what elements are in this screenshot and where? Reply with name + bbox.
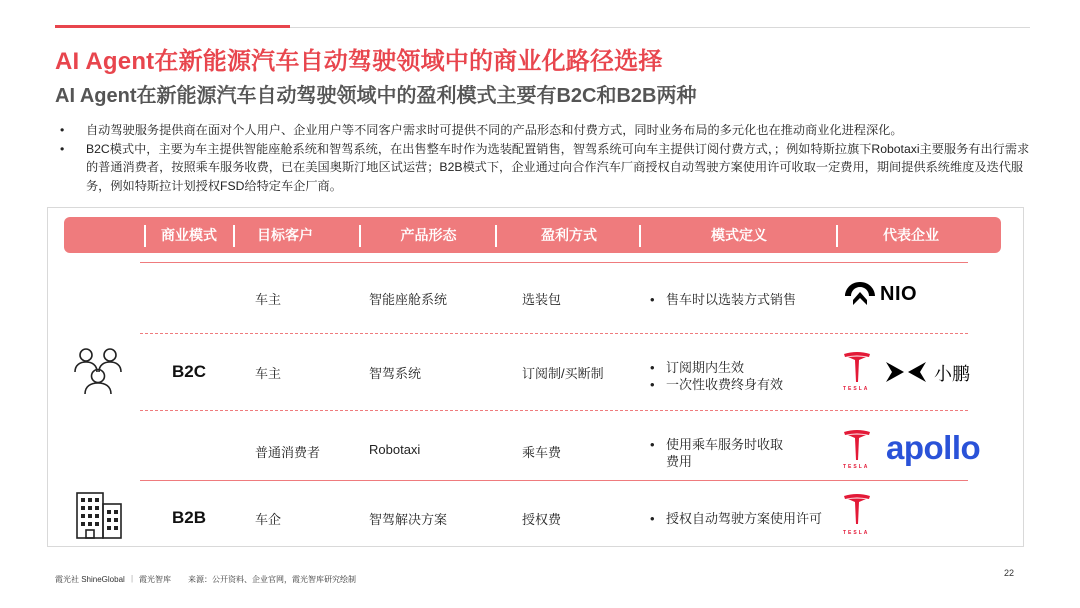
row1-product: 智能座舱系统	[369, 292, 448, 307]
row1-profit: 选装包	[522, 292, 562, 307]
row-divider	[140, 480, 968, 481]
row3-profit: 乘车费	[522, 445, 562, 460]
row-divider	[140, 262, 968, 263]
row4-product: 智驾解决方案	[369, 512, 448, 527]
row3-customer: 普通消费者	[255, 445, 321, 460]
tesla-logo-icon	[843, 352, 871, 389]
office-building-icon	[74, 490, 124, 545]
row3-product: Robotaxi	[369, 442, 421, 457]
definition-item: • 售车时以选装方式销售	[650, 291, 830, 308]
header-profit: 盈利方式	[541, 227, 597, 243]
row-divider	[140, 333, 968, 334]
model-b2c: B2C	[172, 362, 207, 381]
row4-definition	[650, 510, 840, 527]
row2-definition	[650, 359, 830, 393]
apollo-logo-text: apollo	[886, 429, 981, 466]
top-accent-bar	[55, 25, 290, 28]
header-company: 代表企业	[883, 227, 939, 243]
row4-profit: 授权费	[522, 512, 562, 527]
definition-item: • 订阅期内生效	[650, 359, 830, 376]
row2-product: 智驾系统	[369, 366, 422, 381]
header-definition: 模式定义	[711, 227, 767, 243]
tesla-logo-icon	[843, 430, 871, 467]
users-group-icon	[72, 346, 124, 401]
definition-item: • 授权自动驾驶方案使用许可	[650, 510, 840, 527]
header-model: 商业模式	[161, 227, 217, 243]
tesla-wordmark: TESLA	[843, 464, 870, 470]
nio-logo-icon	[844, 280, 876, 311]
xpeng-logo-text: 小鹏	[934, 364, 970, 384]
row2-customer: 车主	[255, 366, 282, 381]
row3-definition	[650, 436, 790, 470]
nio-logo-text: NIO	[880, 283, 918, 305]
page-subtitle: AI Agent在新能源汽车自动驾驶领域中的盈利模式主要有B2C和B2B两种	[55, 85, 697, 107]
intro-bullet: • B2C模式中，主要为车主提供智能座舱系统和智驾系统，在出售整车时作为选装配置销售，智驾系统可向车主提供订阅付费方式，；例如特斯拉旗下Robotaxi主要服务有出行需求的普通消费者，按照乘车服务收费，已在美国奥斯汀地区试运营；B2B模式下，企业通过向合作汽车厂商授权自动驾驶方案使用许可收取一定费用，期间提供系统维度及迭代服务，例如特斯拉计划授权FSD给特定车企厂商。	[60, 140, 1035, 196]
definition-item: • 使用乘车服务时收取费用	[650, 436, 790, 470]
tesla-logo-icon	[843, 494, 871, 531]
table-header	[64, 217, 1001, 253]
footer-brand: 霞光社 ShineGlobal	[55, 575, 125, 584]
page-title: AI Agent在新能源汽车自动驾驶领域中的商业化路径选择	[55, 48, 663, 75]
header-customer: 目标客户	[257, 227, 313, 243]
row4-customer: 车企	[255, 512, 282, 527]
xpeng-logo-icon	[886, 361, 926, 388]
footer-divider: |	[131, 574, 134, 583]
footer-think-tank: 霞光智库	[139, 575, 171, 584]
intro-bullet: • 自动驾驶服务提供商在面对个人用户、企业用户等不同客户需求时可提供不同的产品形态和付费方式，同时业务布局的多元化也在推动商业化进程深化。	[60, 121, 1035, 140]
intro-bullets	[60, 121, 1035, 195]
row1-definition	[650, 291, 830, 308]
tesla-wordmark: TESLA	[843, 530, 870, 536]
row-divider	[140, 410, 968, 411]
header-product: 产品形态	[400, 227, 457, 243]
model-b2b: B2B	[172, 508, 207, 527]
footer-source: 来源：公开资料、企业官网，霞光智库研究绘制	[188, 575, 356, 584]
tesla-wordmark: TESLA	[843, 386, 870, 392]
page-number: 22	[1004, 568, 1015, 578]
definition-item: • 一次性收费终身有效	[650, 376, 830, 393]
row1-customer: 车主	[255, 292, 282, 307]
row2-profit: 订阅制/买断制	[522, 366, 604, 381]
